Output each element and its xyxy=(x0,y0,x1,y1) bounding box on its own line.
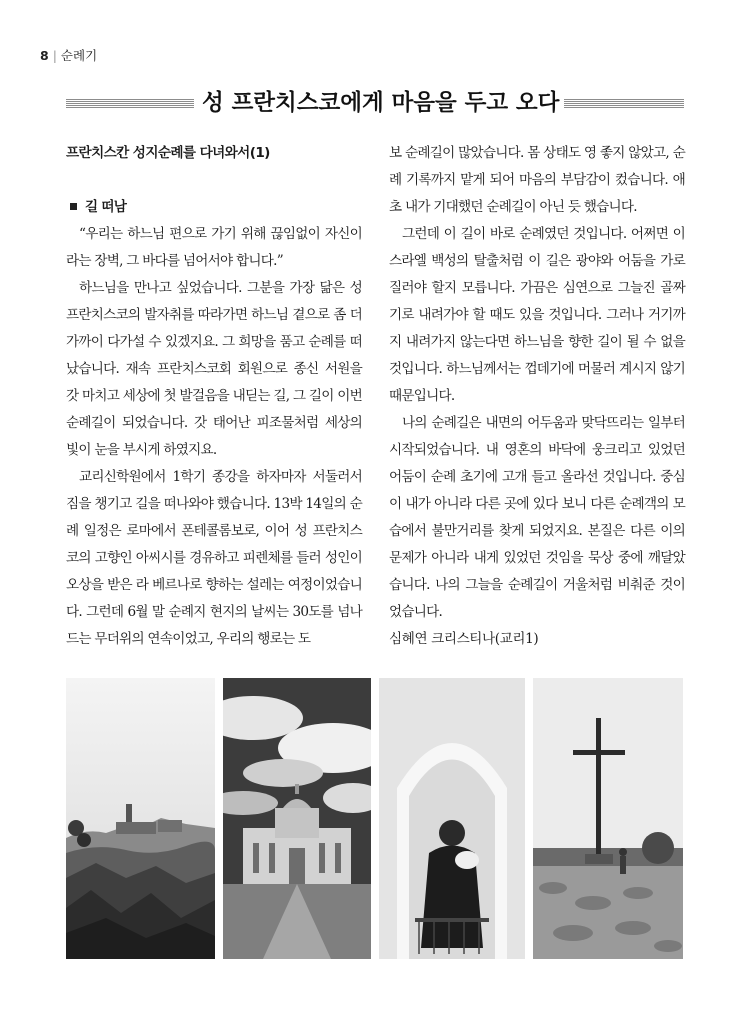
section-heading-text: 길 떠남 xyxy=(85,199,127,215)
paragraph: 그런데 이 길이 바로 순례였던 것입니다. 어쩌면 이스라엘 백성의 탈출처럼 이 길은 광야와 어둠을 가로질러야 할지 모릅니다. 가끔은 심연으로 그늘진 골짜기로 내려가야 할 때도 있을 것입니다. 그러나 거기까지 내려가지 않는다면 하느님을 향한 길이 될 수 없을 것입니다. 하느님께서는 껍데기에 머물러 계시지 않기 때문입니다. xyxy=(389,226,685,404)
header-divider: | xyxy=(52,48,57,63)
paragraph: “우리는 하느님 편으로 가기 위해 끊임없이 자신이라는 장벽, 그 바다를 넘어서야 합니다.” xyxy=(66,226,362,269)
right-column xyxy=(389,140,685,653)
section-heading xyxy=(66,194,362,221)
photo-basilica xyxy=(223,678,371,959)
paragraph: 보 순례길이 많았습니다. 몸 상태도 영 좋지 않았고, 순례 기록까지 맡게 되어 마음의 부담감이 컸습니다. 애초 내가 기대했던 순례길이 아닌 듯 했습니다. xyxy=(389,145,685,215)
title-rule-right xyxy=(564,98,684,108)
photo-hill-town xyxy=(66,678,215,959)
left-column xyxy=(66,140,362,653)
spacer xyxy=(66,167,362,194)
paragraph: 나의 순례길은 내면의 어두움과 맞닥뜨리는 일부터 시작되었습니다. 내 영혼의 바닥에 웅크리고 있었던 어둠이 순례 초기에 고개 들고 올라선 것입니다. 중심이 내가 아니라 다른 곳에 있다 보니 다른 순례객의 모습에서 불만거리를 찾게 되었지요. 본질은 다른 이의 문제가 아니라 내게 있었던 것임을 묵상 중에 깨달았습니다. 나의 그늘을 순례길이 거울처럼 비춰준 것이었습니다. xyxy=(389,415,685,620)
title-rule-left xyxy=(66,98,194,108)
title-banner xyxy=(66,88,684,118)
page-number: 8 xyxy=(40,48,49,63)
square-bullet-icon xyxy=(70,203,77,210)
paragraph: 교리신학원에서 1학기 종강을 하자마자 서둘러서 짐을 챙기고 길을 떠나와야 했습니다. 13박 14일의 순례 일정은 로마에서 폰테콜롬보로, 이어 성 프란치스코의 고향인 아씨시를 경유하고 피렌체를 들러 성인이 오상을 받은 라 베르나로 향하는 설레는 여정이었습니다. 그런데 6월 말 순례지 현지의 날씨는 30도를 넘나드는 무더위의 연속이었고, 우리의 행로는 도 xyxy=(66,469,362,647)
article-subtitle: 프란치스칸 성지순례를 다녀와서(1) xyxy=(66,145,270,161)
article-title: 성 프란치스코에게 마음을 두고 오다 xyxy=(202,90,560,116)
photo-statue xyxy=(379,678,525,959)
photo-cross xyxy=(533,678,683,959)
paragraph: 하느님을 만나고 싶었습니다. 그분을 가장 닮은 성 프란치스코의 발자취를 따라가면 하느님 곁으로 좀 더 가까이 다가설 수 있겠지요. 그 희망을 품고 순례를 떠났습니다. 재속 프란치스코회 회원으로 종신 서원을 갓 마치고 세상에 첫 발걸음을 내딛는 길, 그 길이 이번 순례길이 되었습니다. 갓 태어난 피조물처럼 세상의 빛이 눈을 부시게 하였지요. xyxy=(66,280,362,458)
section-name: 순례기 xyxy=(60,48,98,63)
running-header xyxy=(40,46,97,64)
author-byline: 심혜연 크리스티나(교리1) xyxy=(389,631,539,647)
